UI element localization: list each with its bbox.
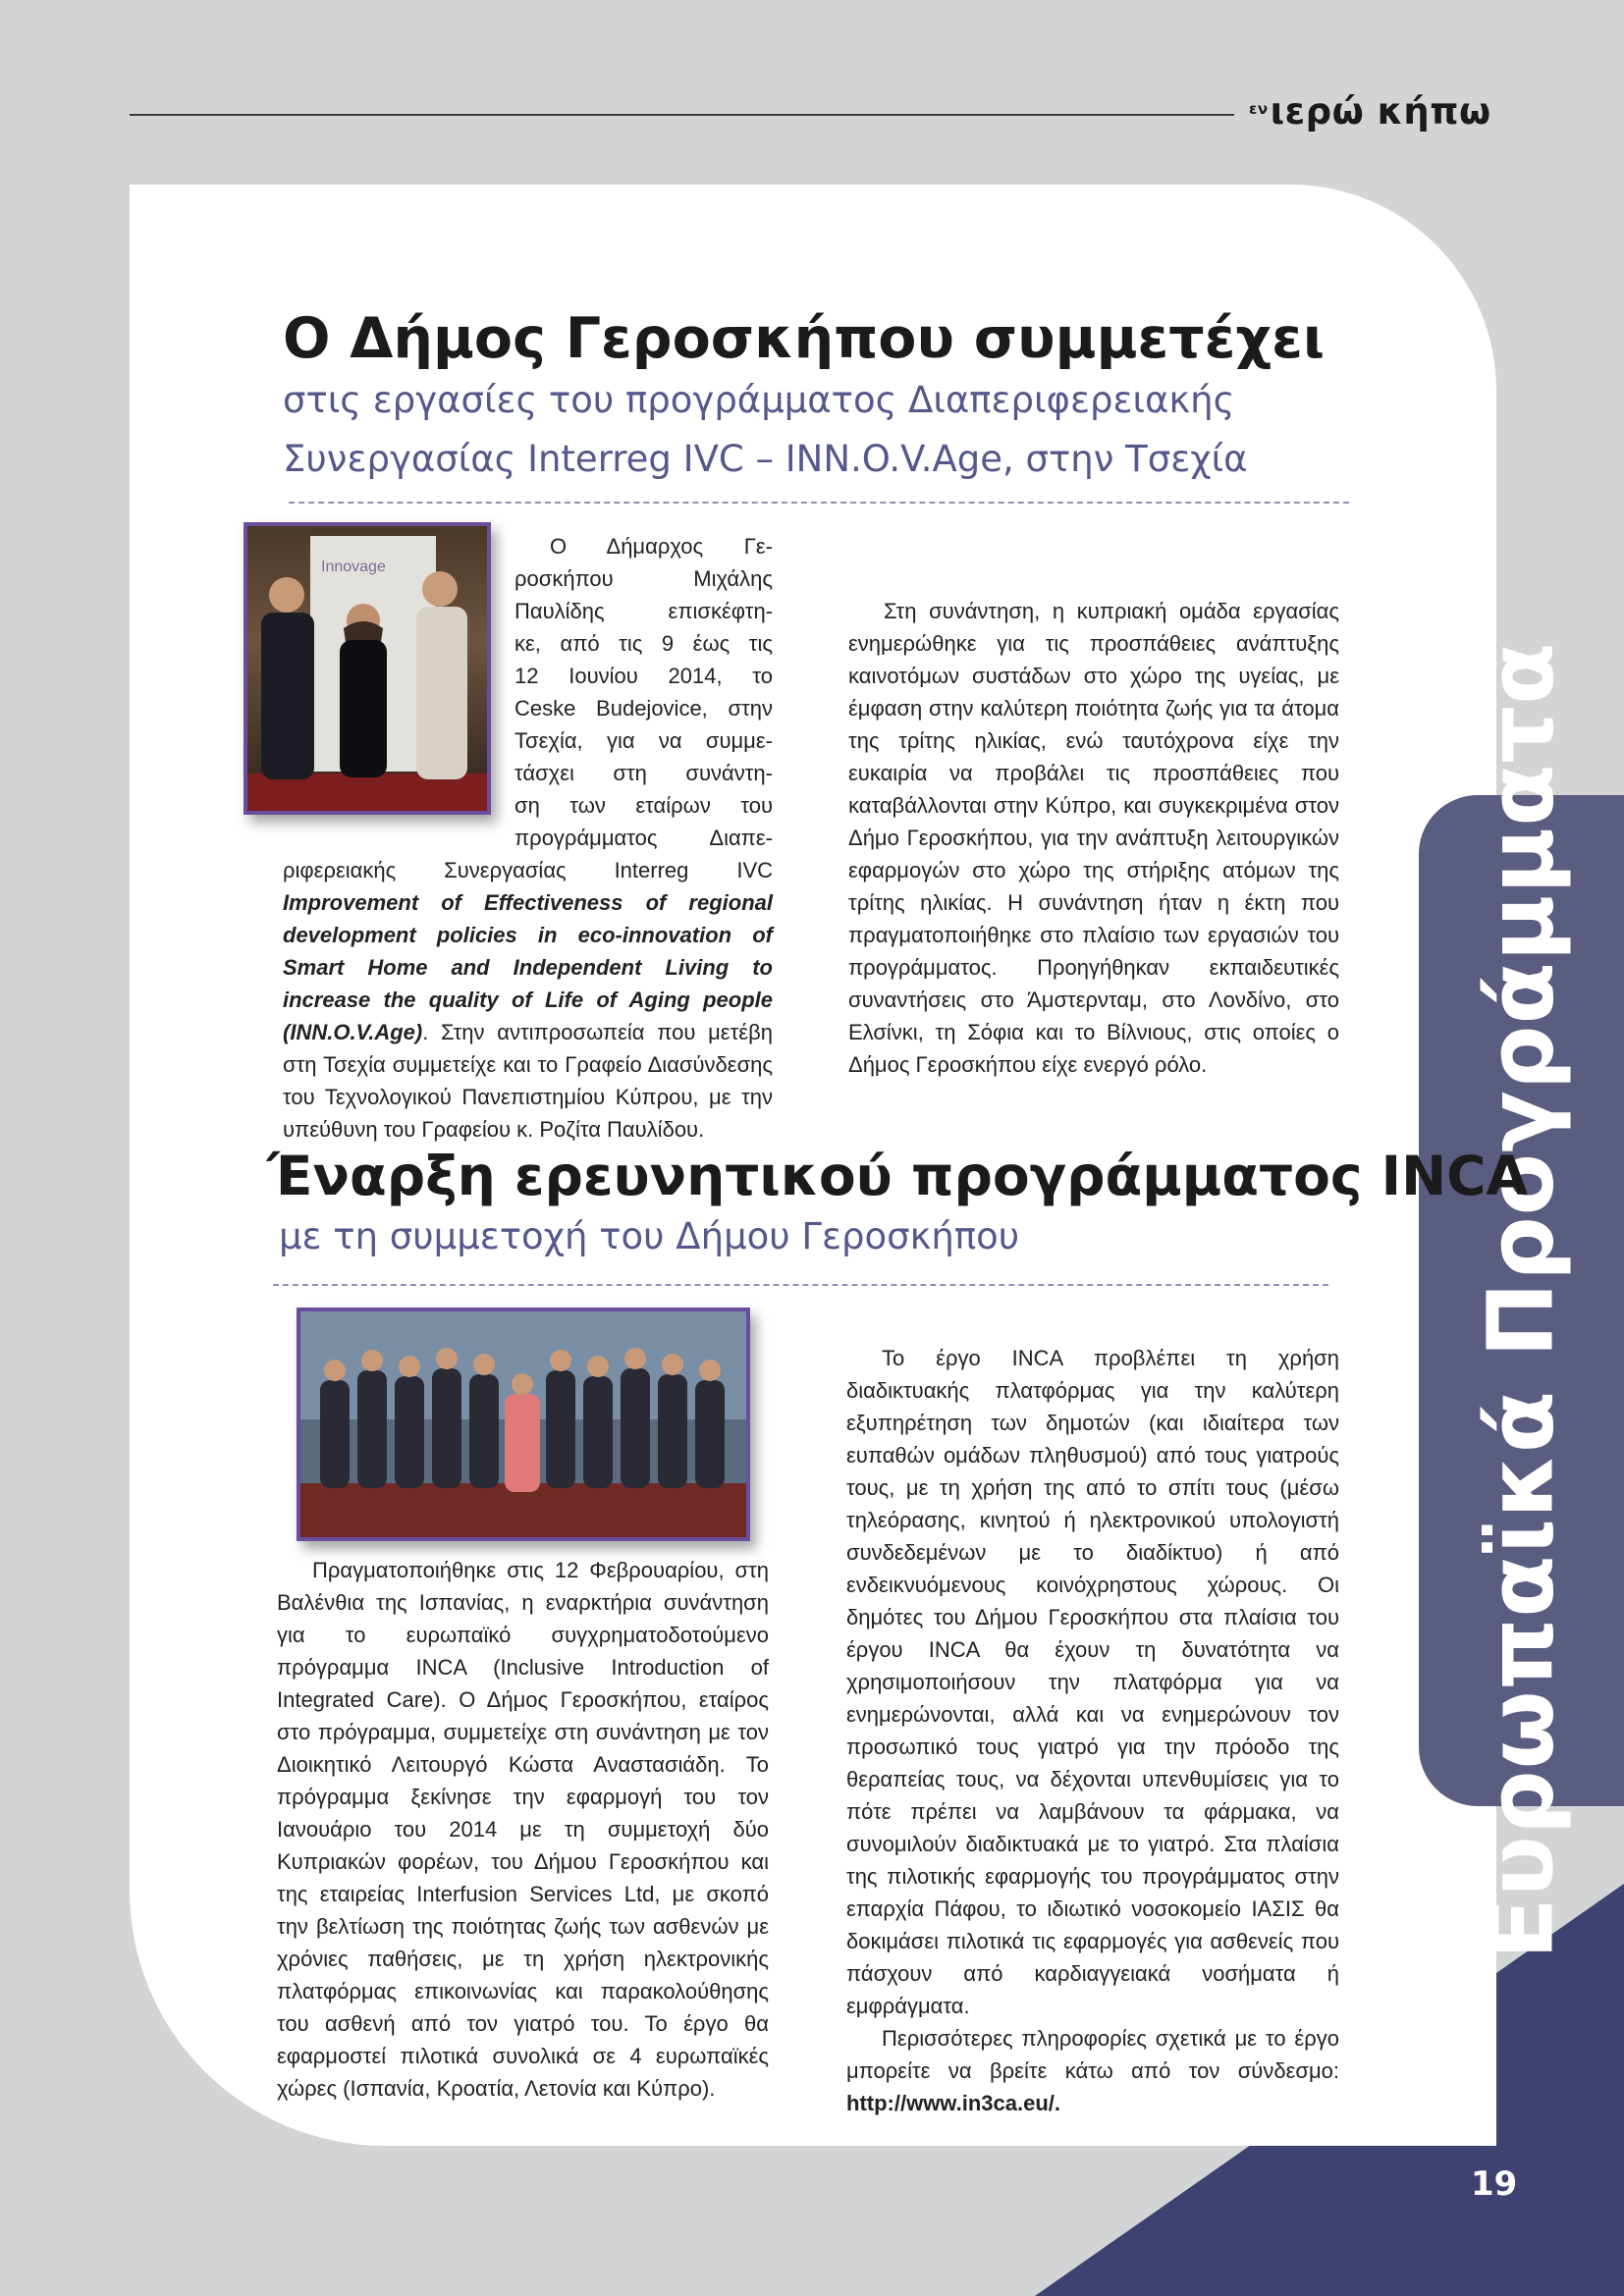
mayor-group-photo	[247, 526, 487, 811]
article1-paragraph2	[848, 595, 1339, 1081]
article1-title: Ο Δήμος Γεροσκήπου συμμετέχει	[283, 306, 1326, 371]
article1-subtitle-line2: Συνεργασίας Interreg IVC – INN.O.V.Age, στην Τσεχία	[283, 438, 1248, 480]
paragraph-text: Στη συνάντηση, η κυπριακή ομάδα εργασίας ενημερώθηκε για τις προσπάθειες ανάπτυξης καινοτόμων συστάδων στο χώρο της υγείας, με έμφαση στην καλύτερη ποιότητα ζωής για τα άτομα της τρίτης ηλικίας, ενώ ταυτόχρονα είχε την ευκαιρία να προβάλει τις προσπάθειες που καταβάλλονται στην Κύπρο, και συγκεκριμένα στον Δήμο Γεροσκήπου, για την ανάπτυξη λειτουργικών εφαρμογών στο χώρο της στήριξης ατόμων της τρίτης ηλικίας. Η συνάντηση ήταν η έκτη που πραγματοποιήθηκε στο πλαίσιο των εργασιών του προγράμματος. Προηγήθηκαν εκπαιδευτικές συναντήσεις στο Άμστερνταμ, στο Λονδίνο, στο Ελσίνκι, τη Σόφια και το Βίλνιους, στις οποίες ο Δήμος Γεροσκήπου είχε ενεργό ρόλο.	[848, 599, 1339, 1077]
inca-link[interactable]: http://www.in3ca.eu/.	[846, 2091, 1060, 2115]
text-line: Τσεχία, για να συμμε-	[514, 728, 773, 753]
masthead-title: ιερώ κήπω	[1270, 90, 1491, 133]
text-line: Ο Δήμαρχος Γε-	[550, 534, 773, 559]
article2-paragraph1	[277, 1554, 769, 2105]
text-line: Ceske Budejovice, στην	[514, 696, 773, 721]
project-name: Improvement of Effectiveness of regional development policies in eco-innovation of Smart Home and Independent Living to increase the quality of Life of Aging people (INN.O.V.Age)	[283, 890, 773, 1044]
text-line: τάσχει στη συνάντη-	[514, 761, 773, 785]
article2-title: Έναρξη ερευνητικού προγράμματος INCA	[267, 1145, 1529, 1207]
article2-divider	[273, 1284, 1328, 1286]
paragraph-text: . Στην αντιπροσωπεία που μετέβη στη Τσεχία συμμετείχε και το Γραφείο Διασύνδεσης του Τεχνολογικού Πανεπιστημίου Κύπρου, με την υπεύθυνη του Γραφείου κ. Ροζίτα Παυλίδου.	[283, 1020, 773, 1142]
paragraph-text: ριφερειακής Συνεργασίας Interreg IVC	[283, 858, 773, 882]
article1-paragraph1	[283, 854, 773, 1146]
header-rule	[130, 114, 1234, 116]
page-number: 19	[1471, 2164, 1518, 2204]
article1-subtitle-line1: στις εργασίες του προγράμματος Διαπεριφερειακής	[283, 379, 1235, 421]
photo-banner-text: Innovage	[321, 559, 386, 575]
article1-divider	[289, 502, 1349, 504]
article2-photo	[297, 1308, 750, 1541]
text-line: 12 Ιουνίου 2014, το	[514, 664, 773, 688]
paragraph-text: Περισσότερες πληροφορίες σχετικά με το έργο μπορείτε να βρείτε κάτω από τον σύνδεσμο:	[846, 2026, 1339, 2083]
text-line: προγράμματος Διαπε-	[514, 826, 773, 850]
masthead-prefix: εν	[1249, 100, 1269, 118]
text-line: ση των εταίρων του	[514, 793, 773, 818]
text-line: Παυλίδης επισκέφτη-	[514, 599, 773, 623]
masthead	[1249, 90, 1491, 133]
section-tab-label: Ευρωπαϊκά Προγράμματα	[1468, 641, 1574, 1960]
paragraph-text: Το έργο INCA προβλέπει τη χρήση διαδικτυακής πλατφόρμας για την καλύτερη εξυπηρέτηση των δημοτών (και ιδιαίτερα των ευπαθών ομάδων πληθυσμού) από τους γιατρούς τους, με τη χρήση της από το σπίτι τους (μέσω τηλεόρασης, κινητού ή ηλεκτρονικού υπολογιστή συνδεδεμένων με το διαδίκτυο) ή από ενδεικνυόμενους κοινόχρηστους χώρους. Οι δημότες του Δήμου Γεροσκήπου στα πλαίσια του έργου INCA θα έχουν τη δυνατότητα να χρησιμοποιήσουν την πλατφόρμα για να ενημερώνονται, αλλά και να ενημερώνουν τον προσωπικό τους γιατρό για την πρόοδο της θεραπείας τους, να δέχονται υπενθυμίσεις για το πότε πρέπει να λαμβάνουν τα φάρμακα, να συνομιλούν διαδικτυακά με το γιατρό. Στα πλαίσια της πιλοτικής εφαρμογής του προγράμματος στην επαρχία Πάφου, το ιδιωτικό νοσοκομείο ΙΑΣΙΣ θα δοκιμάσει πιλοτικά τις εφαρμογές για ασθενείς που πάσχουν από καρδιαγγειακά νοσήματα ή εμφράγματα.	[846, 1346, 1339, 2018]
text-line: κε, από τις 9 έως τις	[514, 631, 773, 656]
text-line: ροσκήπου Μιχάλης	[514, 566, 773, 591]
article1-photo	[244, 522, 491, 815]
inca-group-photo	[300, 1311, 746, 1537]
paragraph-text: Πραγματοποιήθηκε στις 12 Φεβρουαρίου, στη Βαλένθια της Ισπανίας, η εναρκτήρια συνάντηση για το ευρωπαϊκό συγχρηματοδοτούμενο πρόγραμμα INCA (Inclusive Introduction of Integrated Care). Ο Δήμος Γεροσκήπου, εταίρος στο πρόγραμμα, συμμετείχε στη συνάντηση με τον Διοικητικό Λειτουργό Κώστα Αναστασιάδη. Το πρόγραμμα ξεκίνησε την εφαρμογή του τον Ιανουάριο του 2014 με τη συμμετοχή δύο Κυπριακών φορέων, του Δήμου Γεροσκήπου και της εταιρείας Interfusion Services Ltd, με σκοπό την βελτίωση της ποιότητας ζωής των ασθενών με χρόνιες παθήσεις, με τη χρήση ηλεκτρονικής πλατφόρμας επικοινωνίας και παρακολούθησης του ασθενή από τον γιατρό του. Το έργο θα εφαρμοστεί πιλοτικά συνολικά σε 4 ευρωπαϊκές χώρες (Ισπανία, Κροατία, Λετονία και Κύπρο).	[277, 1558, 769, 2101]
article1-wrap-lines	[514, 530, 773, 854]
article2-subtitle: με τη συμμετοχή του Δήμου Γεροσκήπου	[279, 1215, 1020, 1257]
article2-column2	[846, 1342, 1339, 2119]
